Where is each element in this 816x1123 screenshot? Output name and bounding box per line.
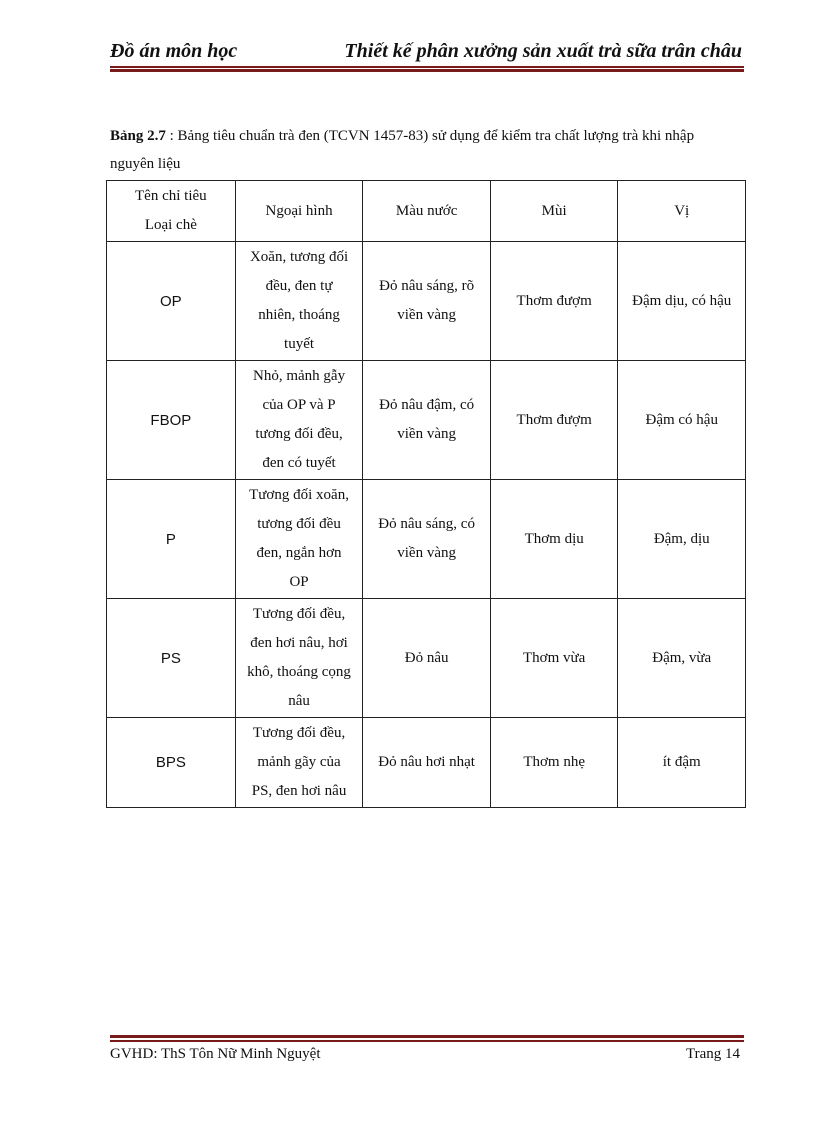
water-color-line: viền vàng	[397, 426, 456, 442]
header-rule-thin	[110, 66, 744, 68]
caption-text-line2: nguyên liệu	[110, 156, 181, 172]
appearance-line: đều, đen tự	[265, 278, 333, 294]
table-header-row	[107, 181, 746, 242]
appearance-line: đen hơi nâu, hơi	[250, 635, 348, 651]
cell-water-color	[363, 599, 490, 718]
appearance-line: PS, đen hơi nâu	[251, 783, 347, 799]
cell-taste: Đậm, vừa	[618, 599, 746, 718]
cell-appearance	[235, 361, 363, 480]
cell-smell: Thơm đượm	[490, 242, 618, 361]
header-criteria-line1: Tên chỉ tiêu	[135, 188, 207, 204]
header-criteria-line2: Loại chè	[144, 217, 197, 233]
appearance-line: khô, thoáng cọng	[247, 664, 351, 680]
appearance-line: tương đối đều,	[255, 426, 343, 442]
table-caption	[110, 122, 742, 172]
water-color-line: viền vàng	[397, 545, 456, 561]
cell-taste: Đậm, dịu	[618, 480, 746, 599]
header-rule-thick	[110, 69, 744, 72]
water-color-line: Đỏ nâu sáng, rõ	[379, 278, 475, 294]
appearance-line: đen có tuyết	[262, 455, 336, 471]
water-color-line: Đỏ nâu đậm, có	[379, 397, 475, 413]
appearance-line: Tương đối đều,	[252, 606, 346, 622]
cell-tea-grade: FBOP	[107, 361, 236, 480]
cell-appearance	[235, 242, 363, 361]
cell-smell: Thơm nhẹ	[490, 718, 618, 808]
appearance-line: nhiên, thoáng	[258, 307, 340, 323]
caption-text: : Bảng tiêu chuẩn trà đen (TCVN 1457-83) sử dụng để kiểm tra chất lượng trà khi nhập	[169, 128, 695, 144]
table-row	[107, 361, 746, 480]
water-color-line: viền vàng	[397, 307, 456, 323]
header-project-title: Thiết kế phân xưởng sản xuất trà sữa trân châu	[344, 40, 742, 62]
table-row	[107, 480, 746, 599]
appearance-line: Nhỏ, mảnh gẫy	[253, 368, 346, 384]
table-row	[107, 599, 746, 718]
cell-tea-grade: PS	[107, 599, 236, 718]
cell-smell: Thơm đượm	[490, 361, 618, 480]
caption-label: Bảng 2.7	[110, 128, 166, 144]
header-cell-smell: Mùi	[490, 181, 618, 242]
cell-tea-grade: OP	[107, 242, 236, 361]
header-cell-appearance: Ngoại hình	[235, 181, 363, 242]
header-cell-water-color: Màu nước	[363, 181, 490, 242]
cell-smell: Thơm vừa	[490, 599, 618, 718]
appearance-line: mảnh gãy của	[257, 754, 341, 770]
cell-water-color	[363, 361, 490, 480]
footer-rule-thick	[110, 1035, 744, 1038]
tea-standard-table	[106, 180, 746, 808]
appearance-line: của OP và P	[262, 397, 336, 413]
water-color-line: Đỏ nâu sáng, có	[378, 516, 475, 532]
appearance-line: nâu	[288, 693, 310, 709]
cell-appearance	[235, 480, 363, 599]
water-color-line: Đỏ nâu hơi nhạt	[378, 754, 475, 770]
footer-page-number: Trang 14	[685, 1046, 740, 1062]
cell-water-color	[363, 242, 490, 361]
appearance-line: Tương đối xoăn,	[249, 487, 349, 503]
appearance-line: OP	[289, 574, 309, 590]
appearance-line: tương đối đều	[257, 516, 341, 532]
cell-appearance	[235, 599, 363, 718]
cell-taste: Đậm có hậu	[618, 361, 746, 480]
cell-water-color	[363, 718, 490, 808]
cell-tea-grade: BPS	[107, 718, 236, 808]
cell-taste: Đậm dịu, có hậu	[618, 242, 746, 361]
footer-rule-thin	[110, 1040, 744, 1042]
table-row	[107, 242, 746, 361]
footer-supervisor: GVHD: ThS Tôn Nữ Minh Nguyệt	[110, 1046, 321, 1062]
appearance-line: tuyết	[284, 336, 315, 352]
header-cell-criteria	[107, 181, 236, 242]
appearance-line: Tương đối đều,	[252, 725, 346, 741]
cell-smell: Thơm dịu	[490, 480, 618, 599]
appearance-line: đen, ngắn hơn	[256, 545, 342, 561]
water-color-line: Đỏ nâu	[404, 649, 449, 666]
cell-water-color	[363, 480, 490, 599]
table-row	[107, 718, 746, 808]
table-body	[107, 242, 746, 808]
appearance-line: Xoăn, tương đối	[249, 249, 349, 265]
cell-appearance	[235, 718, 363, 808]
cell-taste: ít đậm	[618, 718, 746, 808]
cell-tea-grade: P	[107, 480, 236, 599]
header-cell-taste: Vị	[618, 181, 746, 242]
header-course-title: Đồ án môn học	[110, 40, 238, 62]
